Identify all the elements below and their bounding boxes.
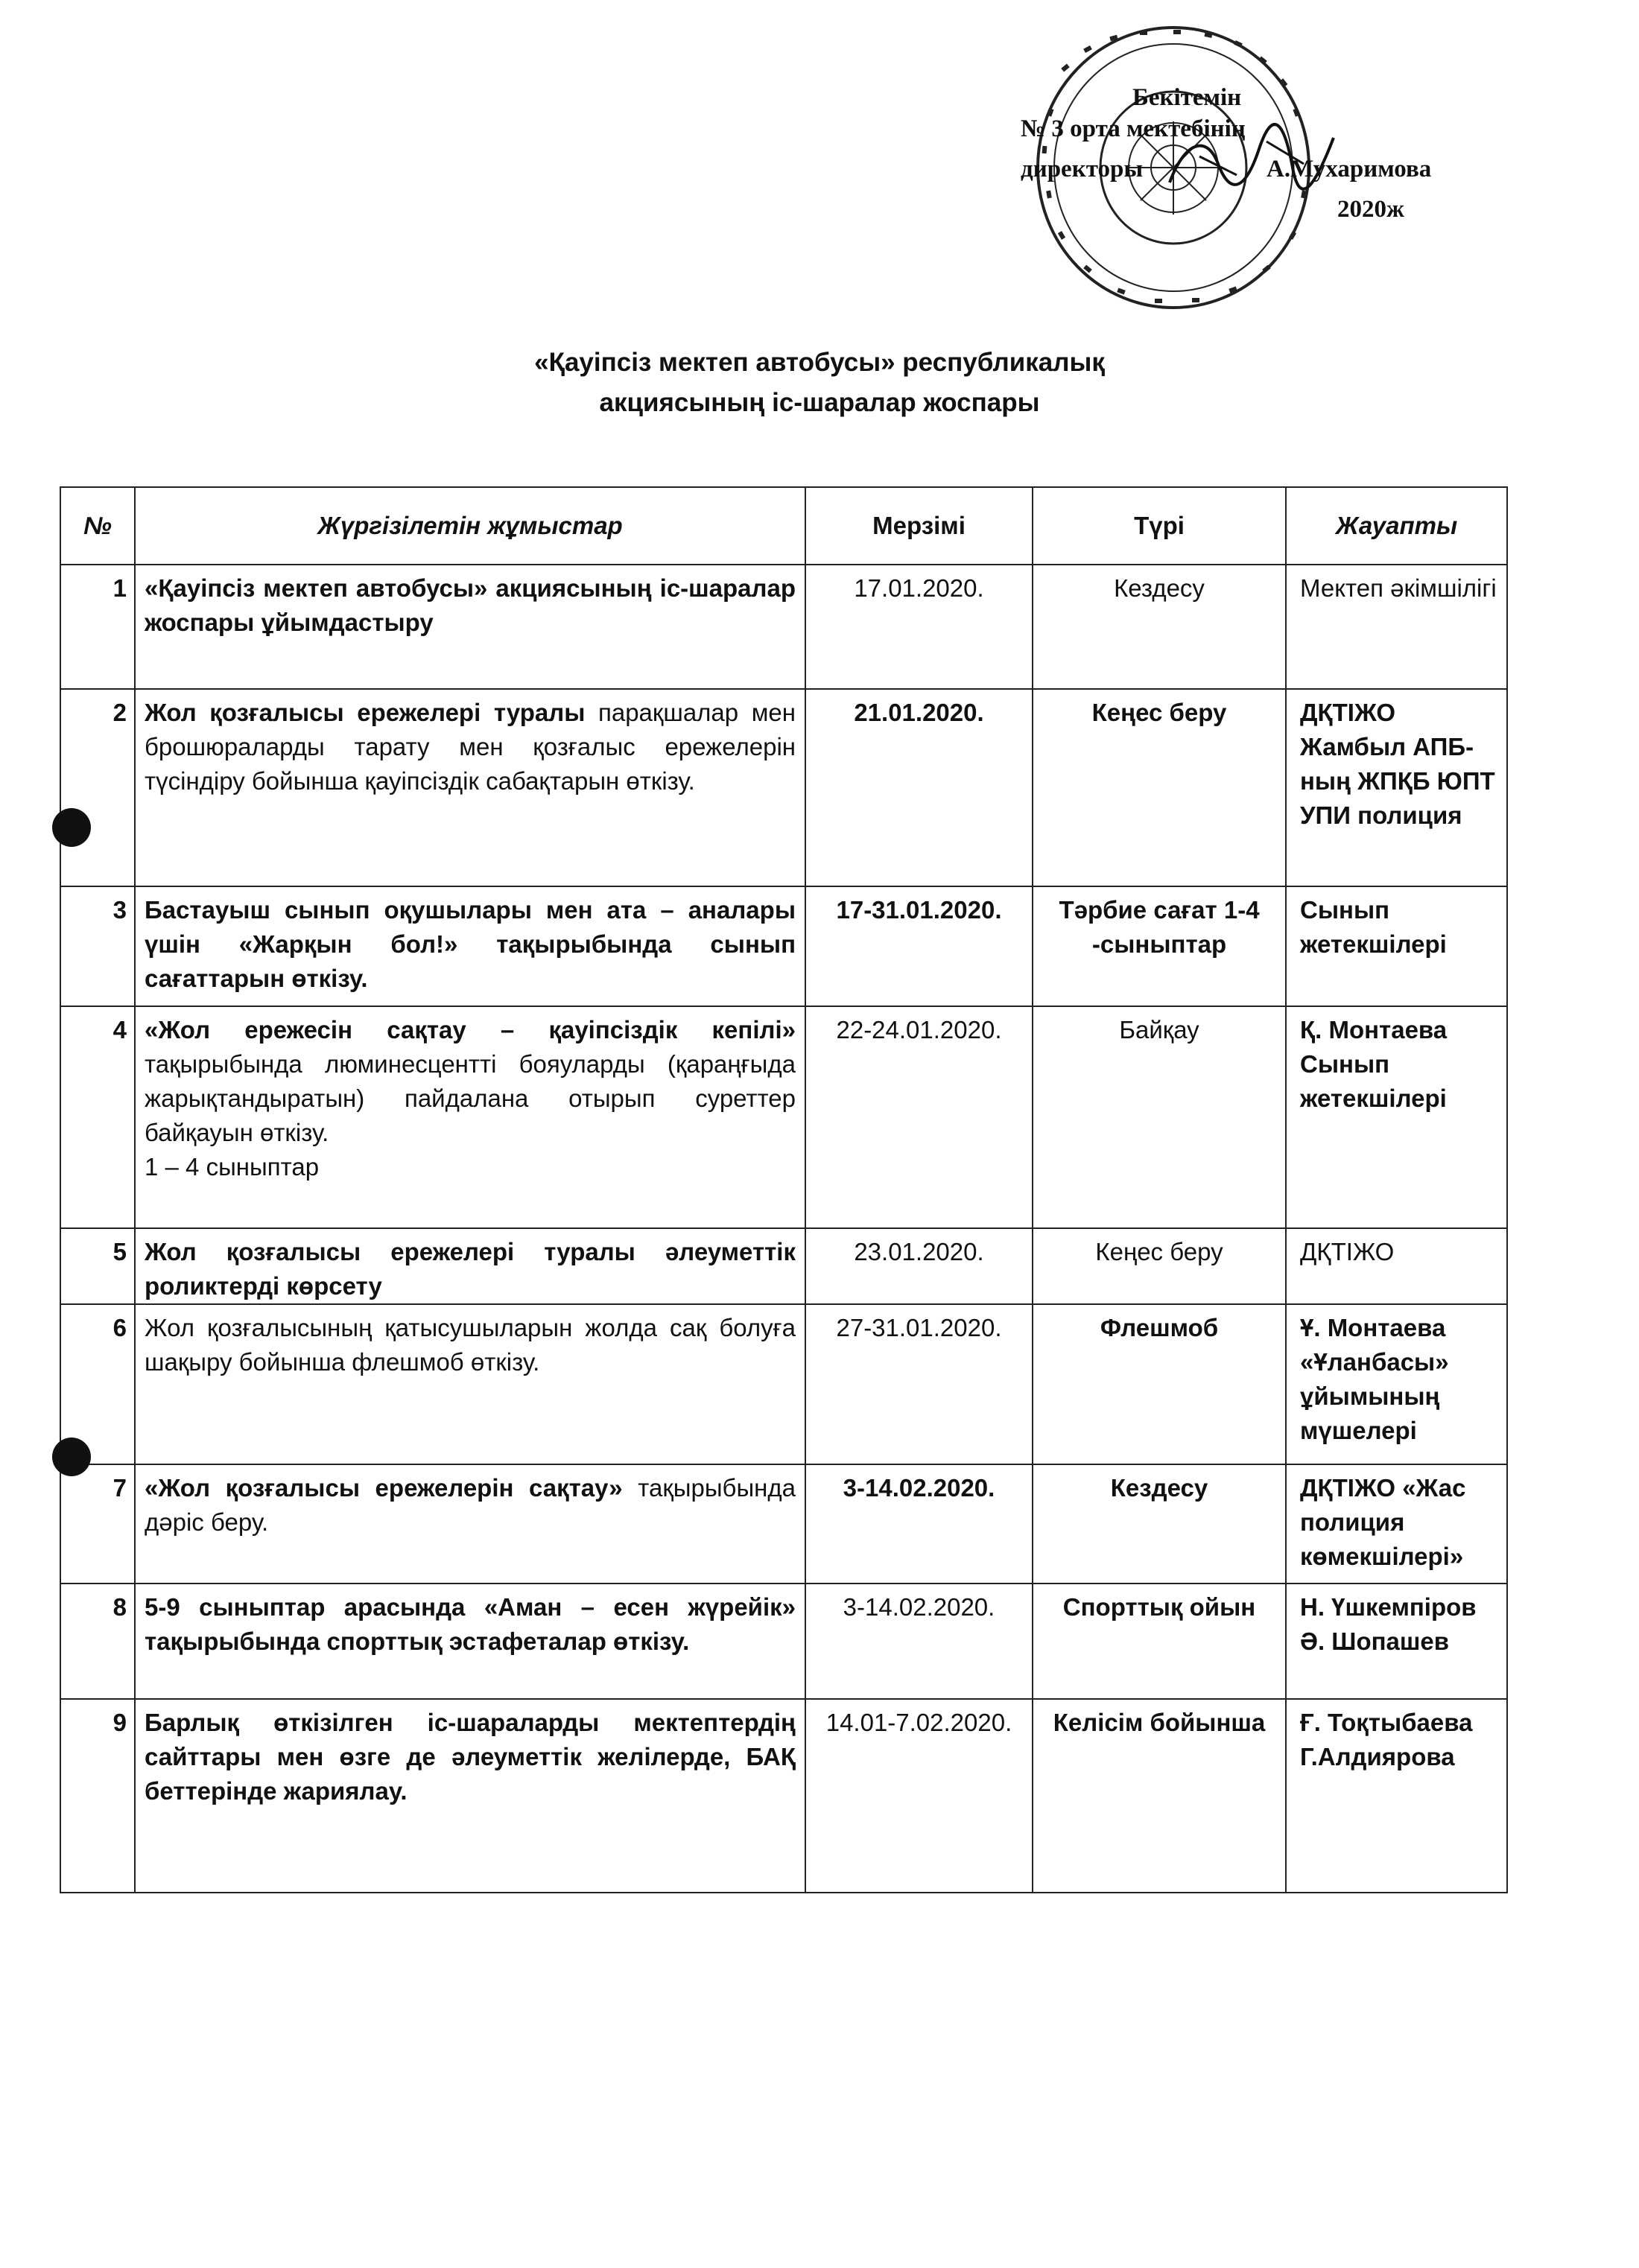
events-plan-table <box>60 486 1508 1893</box>
row-work: Бастауыш сынып оқушылары мен ата – аналары үшін «Жарқын бол!» тақырыбында сынып сағаттарын өткізу. <box>135 886 805 1006</box>
row-type: Байқау <box>1033 1006 1286 1228</box>
approval-director-name: А.Мухаримова <box>1266 156 1432 182</box>
row-work: Жол қозғалысы ережелері туралы парақшалар мен брошюраларды тарату мен қозғалыс ережелерін түсіндіру бойынша қауіпсіздік сабақтарын өткізу. <box>135 689 805 886</box>
row-resp: ДҚТІЖО «Жас полиция көмекшілері» <box>1286 1464 1507 1584</box>
row-date: 3-14.02.2020. <box>805 1584 1033 1699</box>
row-resp: Н. Үшкемпіров Ә. Шопашев <box>1286 1584 1507 1699</box>
table-row <box>60 886 1507 1006</box>
row-type: Кеңес беру <box>1033 1228 1286 1304</box>
row-resp: Мектеп әкімшілігі <box>1286 565 1507 689</box>
row-num: 6 <box>60 1304 135 1464</box>
header-resp: Жауапты <box>1286 487 1507 565</box>
row-date: 17-31.01.2020. <box>805 886 1033 1006</box>
punch-hole <box>52 1438 91 1476</box>
approval-school: № 3 орта мектебінің <box>1021 115 1246 142</box>
header-type: Түрі <box>1033 487 1286 565</box>
handwritten-signature <box>1155 112 1348 209</box>
row-num: 7 <box>60 1464 135 1584</box>
row-date: 23.01.2020. <box>805 1228 1033 1304</box>
row-type: Кездесу <box>1033 565 1286 689</box>
row-num: 2 <box>60 689 135 886</box>
table-row <box>60 689 1507 886</box>
approval-director-label: директоры <box>1021 156 1144 182</box>
document-title <box>0 343 1639 423</box>
header-work: Жүргізілетін жұмыстар <box>135 487 805 565</box>
row-type: Тәрбие сағат 1-4 -сыныптар <box>1033 886 1286 1006</box>
row-num: 8 <box>60 1584 135 1699</box>
table-row <box>60 1699 1507 1893</box>
approval-date: 2020ж <box>1337 196 1404 223</box>
table-header-row <box>60 487 1507 565</box>
row-date: 14.01-7.02.2020. <box>805 1699 1033 1893</box>
row-resp: Ұ. Монтаева «Ұланбасы» ұйымының мүшелері <box>1286 1304 1507 1464</box>
row-work: Жол қозғалысының қатысушыларын жолда сақ болуға шақыру бойынша флешмоб өткізу. <box>135 1304 805 1464</box>
row-resp: Сынып жетекшілері <box>1286 886 1507 1006</box>
row-num: 9 <box>60 1699 135 1893</box>
title-line-1: «Қауіпсіз мектеп автобусы» республикалық <box>534 348 1105 377</box>
row-type: Келісім бойынша <box>1033 1699 1286 1893</box>
row-date: 27-31.01.2020. <box>805 1304 1033 1464</box>
row-num: 1 <box>60 565 135 689</box>
table-row <box>60 1464 1507 1584</box>
row-date: 17.01.2020. <box>805 565 1033 689</box>
title-line-2: акциясының іс-шаралар жоспары <box>599 388 1040 417</box>
table-row <box>60 565 1507 689</box>
row-num: 4 <box>60 1006 135 1228</box>
header-date: Мерзімі <box>805 487 1033 565</box>
row-work: Жол қозғалысы ережелері туралы әлеуметтік роликтерді көрсету <box>135 1228 805 1304</box>
row-work: «Қауіпсіз мектеп автобусы» акциясының іс-шаралар жоспары ұйымдастыру <box>135 565 805 689</box>
row-resp: ДҚТІЖО <box>1286 1228 1507 1304</box>
row-type: Кеңес беру <box>1033 689 1286 886</box>
header-num: № <box>60 487 135 565</box>
row-resp: ДҚТІЖО Жамбыл АПБ-ның ЖПҚБ ЮПТ УПИ полиция <box>1286 689 1507 886</box>
approval-heading: Бекітемін <box>1132 84 1242 111</box>
table-row <box>60 1228 1507 1304</box>
row-resp: Ғ. Тоқтыбаева Г.Алдиярова <box>1286 1699 1507 1893</box>
row-date: 3-14.02.2020. <box>805 1464 1033 1584</box>
row-date: 22-24.01.2020. <box>805 1006 1033 1228</box>
punch-hole <box>52 808 91 847</box>
row-date: 21.01.2020. <box>805 689 1033 886</box>
row-work: Барлық өткізілген іс-шараларды мектептердің сайттары мен өзге де әлеуметтік желілерде, БАҚ беттерінде жариялау. <box>135 1699 805 1893</box>
row-type: Спорттық ойын <box>1033 1584 1286 1699</box>
row-work: «Жол қозғалысы ережелерін сақтау» тақырыбында дәріс беру. <box>135 1464 805 1584</box>
row-num: 3 <box>60 886 135 1006</box>
table-row <box>60 1006 1507 1228</box>
row-num: 5 <box>60 1228 135 1304</box>
row-resp: Қ. Монтаева Сынып жетекшілері <box>1286 1006 1507 1228</box>
row-type: Флешмоб <box>1033 1304 1286 1464</box>
row-work: «Жол ережесін сақтау – қауіпсіздік кепілі» тақырыбында люминесцентті бояуларды (қараңғыда жарықтандыратын) пайдалана отырып суреттер байқауын өткізу. 1 – 4 сыныптар <box>135 1006 805 1228</box>
row-work: 5-9 сыныптар арасында «Аман – есен жүрейік» тақырыбында спорттық эстафеталар өткізу. <box>135 1584 805 1699</box>
row-type: Кездесу <box>1033 1464 1286 1584</box>
table-row <box>60 1304 1507 1464</box>
table-row <box>60 1584 1507 1699</box>
